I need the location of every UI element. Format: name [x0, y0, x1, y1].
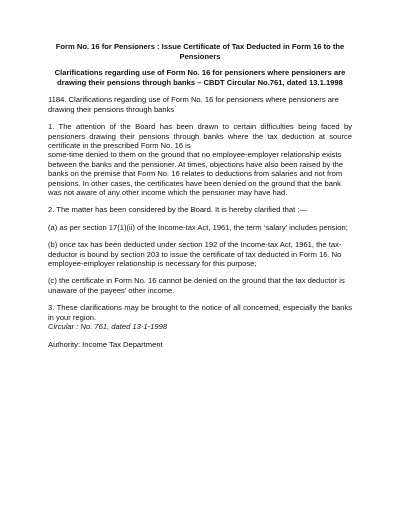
authority-line: Authority: Income Tax Department: [48, 339, 163, 349]
clause-c-paragraph: (c) the certificate in Form No. 16 cannot be denied on the ground that the tax deductor is unaware of the payees’ other income.: [48, 276, 345, 295]
circular-reference: Circular : No. 761, dated 13-1-1998: [48, 322, 168, 332]
document-page: [48, 42, 352, 357]
point-1-paragraph-b: some-time denied to them on the ground that no employee-employer relationship exists between the banks and the pensioner. At times, objections have also been raised by the banks on the premise that Form No. 16 relates to deductions from salaries and not from pensions. In other cases, the certificates have been denied on the ground that the bank was not aware of any other income which the pensioner may have had.: [48, 150, 344, 198]
point-2-paragraph: 2. The matter has been considered by the Board. It is hereby clarified that :—: [48, 205, 308, 215]
point-3-paragraph: 3. These clarifications may be brought to the notice of all concerned, especially the banks in your region.: [48, 303, 352, 322]
clause-b-paragraph: (b) once tax has been deducted under section 192 of the Income-tax Act, 1961, the tax-deductor is bound by section 203 to issue the certificate of tax deducted in Form 16. No employee-employer relationship is necessary for this purpose;: [48, 240, 342, 269]
clause-a-paragraph: (a) as per section 17(1)(ii) of the Income-tax Act, 1961, the term ‘salary’ includes pension;: [48, 222, 348, 232]
intro-paragraph: 1184. Clarifications regarding use of Form No. 16 for pensioners where pensioners are drawing their pensions through banks: [48, 95, 339, 114]
document-title: Form No. 16 for Pensioners : Issue Certificate of Tax Deducted in Form 16 to the Pensioners: [55, 42, 345, 61]
point-1-paragraph-a: 1. The attention of the Board has been drawn to certain difficulties being faced by pensioners drawing their pensions through banks where the tax deduction at source certificate in the prescribed Form No. 16 is: [48, 122, 352, 150]
document-subtitle: Clarifications regarding use of Form No. 16 for pensioners where pensioners are drawing their pensions through banks – CBDT Circular No.761, dated 13.1.1998: [54, 68, 346, 87]
